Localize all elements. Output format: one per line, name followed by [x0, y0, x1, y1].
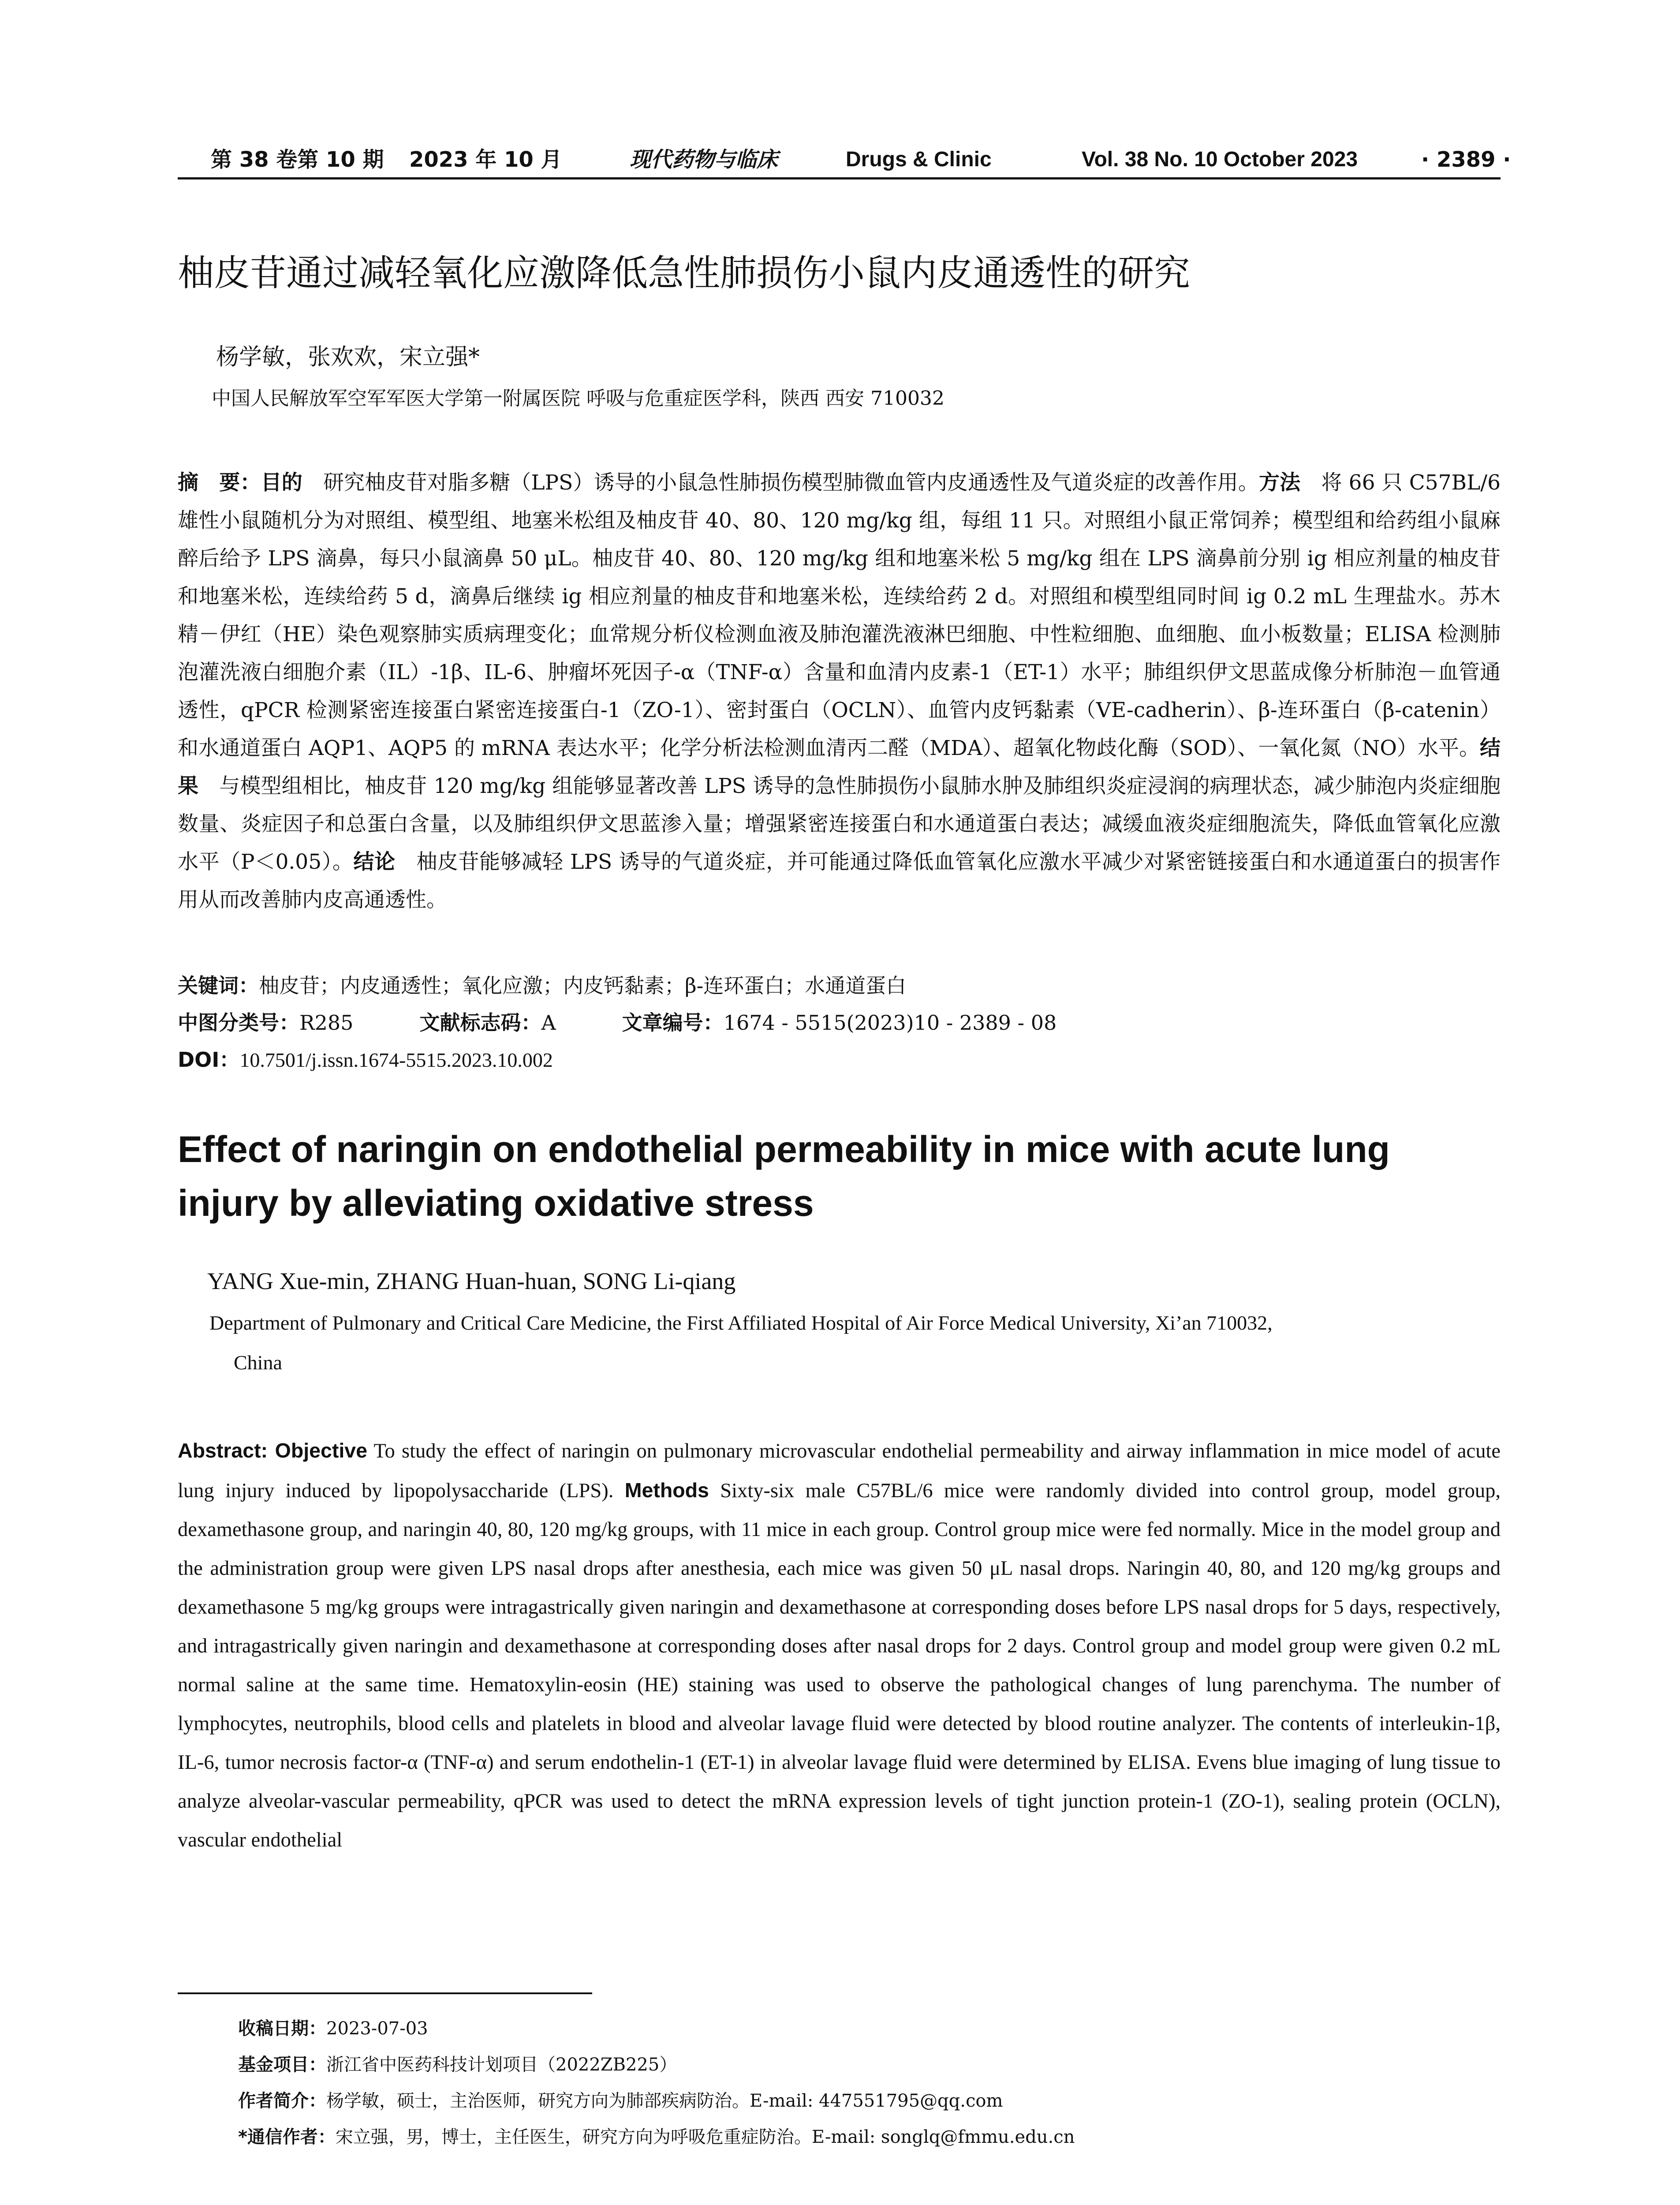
authors-cn: 杨学敏，张欢欢，宋立强* [216, 344, 480, 370]
doc-code-value: A [541, 1011, 556, 1035]
received-value: 2023-07-03 [326, 2018, 428, 2039]
keywords-label: 关键词： [178, 974, 259, 998]
doi-line [178, 1044, 553, 1076]
header-page-number: · 2389 · [1421, 147, 1511, 172]
header-journal-name-cn: 现代药物与临床 [630, 147, 778, 172]
keywords-cn [178, 970, 906, 1001]
affiliation-en [209, 1303, 1501, 1383]
abstract-cn-methods-label: 方法 [1259, 471, 1301, 495]
footnote-corresponding [238, 2124, 1075, 2150]
abstract-cn-methods: 将 66 只 C57BL/6 雄性小鼠随机分为对照组、模型组、地塞米松组及柚皮苷 40、80、120 mg/kg 组，每组 11 只。对照组小鼠正常饲养；模型组和给药组小鼠麻醉后给予 LPS 滴鼻，每只小鼠滴鼻 50 μL。柚皮苷 40、80、120 mg/kg 组和地塞米松 5 mg/kg 组在 LPS 滴鼻前分别 ig 相应剂量的柚皮苷和地塞米松，连续给药 5 d，滴鼻后继续 ig 相应剂量的柚皮苷和地塞米松，连续给药 2 d。对照组和模型组同时间 ig 0.2 mL 生理盐水。苏木精－伊红（HE）染色观察肺实质病理变化；血常规分析仪检测血液及肺泡灌洗液淋巴细胞、中性粒细胞、血细胞、血小板数量；ELISA 检测肺泡灌洗液白细胞介素（IL）-1β、IL-6、肿瘤坏死因子-α（TNF-α）含量和血清内皮素-1（ET-1）水平；肺组织伊文思蓝成像分析肺泡－血管通透性，qPCR 检测紧密连接蛋白紧密连接蛋白-1（ZO-1）、密封蛋白（OCLN）、血管内皮钙黏素（VE-cadherin）、β-连环蛋白（β-catenin）和水通道蛋白 AQP1、AQP5 的 mRNA 表达水平；化学分析法检测血清丙二醛（MDA）、超氧化物歧化酶（SOD）、一氧化氮（NO）水平。 [178, 471, 1501, 760]
running-header [178, 142, 1511, 177]
abstract-en [178, 1431, 1501, 1860]
abstract-cn-conclusion: 柚皮苷能够减轻 LPS 诱导的气道炎症，并可能通过降低血管氧化应激水平减少对紧密链接蛋白和水通道蛋白的损害作用从而改善肺内皮高通透性。 [178, 850, 1501, 912]
title-en: Effect of naringin on endothelial permeability in mice with acute lung injury by alleviating oxidative stress [178, 1129, 1390, 1224]
affiliation-en-line2: China [234, 1351, 282, 1374]
received-label: 收稿日期： [238, 2018, 326, 2039]
article-number-label: 文章编号： [622, 1011, 724, 1035]
corresponding-value: 宋立强，男，博士，主任医生，研究方向为呼吸危重症防治。E-mail: songlq@fmmu.edu.cn [335, 2127, 1075, 2147]
header-volume-issue-cn: 第 38 卷第 10 期 [211, 147, 384, 172]
header-volume-issue-en: Vol. 38 No. 10 October 2023 [1082, 148, 1358, 171]
affiliation-en-line1: Department of Pulmonary and Critical Care Medicine, the First Affiliated Hospital of Air Force Medical University, Xi’an 710032, [209, 1312, 1273, 1334]
footnote-author-bio [238, 2088, 1003, 2114]
classification-line [178, 1007, 1057, 1038]
abstract-en-label: Abstract: Objective [178, 1439, 367, 1462]
author-bio-value: 杨学敏，硕士，主治医师，研究方向为肺部疾病防治。E-mail: 447551795@qq.com [326, 2091, 1003, 2111]
doc-code-label: 文献标志码： [419, 1011, 541, 1035]
abstract-cn-objective-label: 目的 [261, 471, 302, 495]
authors-en: YANG Xue-min, ZHANG Huan-huan, SONG Li-qiang [207, 1268, 736, 1294]
abstract-cn-results: 与模型组相比，柚皮苷 120 mg/kg 组能够显著改善 LPS 诱导的急性肺损伤小鼠肺水肿及肺组织炎症浸润的病理状态，减少肺泡内炎症细胞数量、炎症因子和总蛋白含量，以及肺组织伊文思蓝渗入量；增强紧密连接蛋白和水通道蛋白表达；减缓血液炎症细胞流失，降低血管氧化应激水平（P＜0.05）。 [178, 774, 1501, 874]
footnote-fund [238, 2052, 677, 2078]
affiliation-cn: 中国人民解放军空军军医大学第一附属医院 呼吸与危重症医学科，陕西 西安 710032 [212, 387, 945, 410]
abstract-en-methods: Sixty-six male C57BL/6 mice were randomly divided into control group, model group, dexamethasone group, and naringin 40, 80, 120 mg/kg groups, with 11 mice in each group. Control group mice were fed normally. Mice in the model group and the administration group were given LPS nasal drops after anesthesia, each mice was given 50 μL nasal drops. Naringin 40, 80, and 120 mg/kg groups and dexamethasone 5 mg/kg groups were intragastrically given naringin and dexamethasone at corresponding doses before LPS nasal drops for 5 days, respectively, and intragastrically given naringin and dexamethasone at corresponding doses after nasal drops for 2 days. Control group and model group were given 0.2 mL normal saline at the same time. Hematoxylin-eosin (HE) staining was used to observe the pathological changes of lung parenchyma. The number of lymphocytes, neutrophils, blood cells and platelets in blood and alveolar lavage fluid were detected by blood routine analyzer. The contents of interleukin-1β, IL-6, tumor necrosis factor-α (TNF-α) and serum endothelin-1 (ET-1) in alveolar lavage fluid were determined by ELISA. Evens blue imaging of lung tissue to analyze alveolar-vascular permeability, qPCR was used to detect the mRNA expression levels of tight junction protein-1 (ZO-1), sealing protein (OCLN), vascular endothelial [178, 1480, 1501, 1851]
abstract-cn-conclusion-label: 结论 [353, 850, 396, 874]
footnote-received [238, 2015, 428, 2042]
footnote-rule [178, 1992, 592, 1994]
doi-value: 10.7501/j.issn.1674-5515.2023.10.002 [239, 1049, 553, 1071]
header-date-cn: 2023 年 10 月 [409, 147, 562, 172]
clc-value: R285 [299, 1011, 354, 1035]
abstract-cn-objective: 研究柚皮苷对脂多糖（LPS）诱导的小鼠急性肺损伤模型肺微血管内皮通透性及气道炎症的改善作用。 [302, 471, 1259, 495]
abstract-cn [178, 464, 1501, 919]
author-bio-label: 作者简介： [238, 2091, 326, 2111]
doi-label: DOI： [178, 1048, 240, 1072]
fund-value: 浙江省中医药科技计划项目（2022ZB225） [326, 2055, 677, 2075]
abstract-cn-label: 摘 要： [178, 471, 261, 495]
fund-label: 基金项目： [238, 2055, 326, 2075]
abstract-cn-results-label: 结果 [178, 736, 1501, 798]
title-cn: 柚皮苷通过减轻氧化应激降低急性肺损伤小鼠内皮通透性的研究 [178, 252, 1191, 294]
keywords-text: 柚皮苷；内皮通透性；氧化应激；内皮钙黏素；β-连环蛋白；水通道蛋白 [259, 974, 907, 998]
abstract-en-objective: To study the effect of naringin on pulmonary microvascular endothelial permeability and airway inflammation in mice model of acute lung injury induced by lipopolysaccharide (LPS). [178, 1440, 1501, 1502]
clc-label: 中图分类号： [178, 1011, 299, 1035]
abstract-en-methods-label: Methods [624, 1479, 709, 1502]
header-journal-name-en: Drugs & Clinic [846, 148, 992, 171]
article-number-value: 1674 - 5515(2023)10 - 2389 - 08 [723, 1011, 1057, 1035]
corresponding-label: *通信作者： [238, 2127, 336, 2147]
header-rule [178, 177, 1501, 179]
